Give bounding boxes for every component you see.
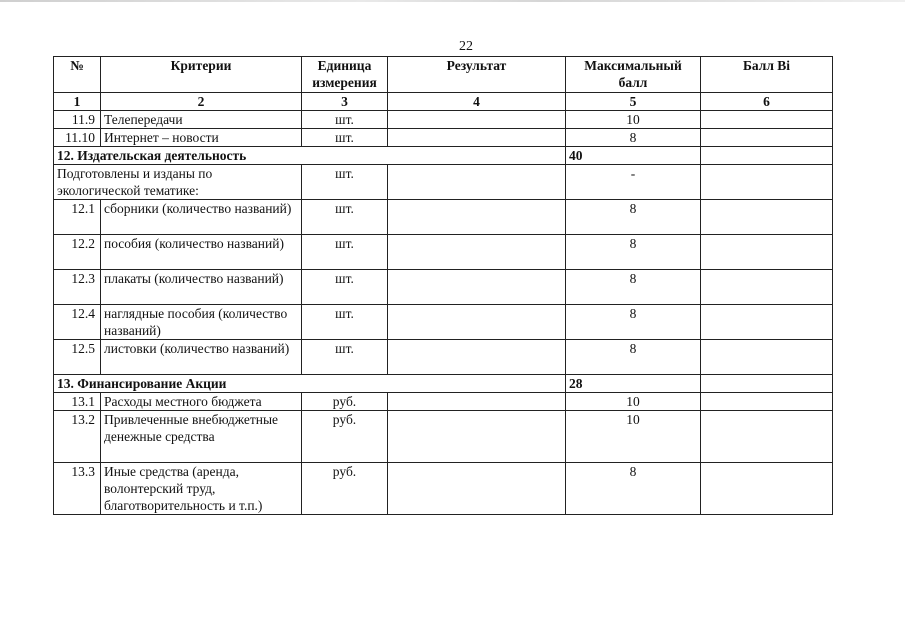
row-criterion: сборники (количество названий)	[101, 200, 302, 235]
row-max-score: 8	[566, 270, 701, 305]
row-unit: руб.	[302, 463, 388, 515]
row-result	[388, 200, 566, 235]
column-number: 4	[388, 93, 566, 111]
row-criterion: Иные средства (аренда, волонтерский труд, благотворительность и т.п.)	[101, 463, 302, 515]
table-row	[54, 340, 833, 375]
row-unit: шт.	[302, 270, 388, 305]
row-unit: шт.	[302, 200, 388, 235]
row-max-score: 8	[566, 463, 701, 515]
row-max-score: 8	[566, 129, 701, 147]
table-row	[54, 111, 833, 129]
table-row	[54, 411, 833, 463]
header-row	[54, 57, 833, 93]
row-score-bi	[701, 375, 833, 393]
row-result	[388, 411, 566, 463]
header-criteria: Критерии	[101, 57, 302, 93]
row-unit: руб.	[302, 393, 388, 411]
row-number: 13.1	[54, 393, 101, 411]
row-result	[388, 111, 566, 129]
row-criterion: Телепередачи	[101, 111, 302, 129]
row-score-bi	[701, 393, 833, 411]
row-score-bi	[701, 111, 833, 129]
column-number: 6	[701, 93, 833, 111]
section-row	[54, 147, 833, 165]
table-row	[54, 200, 833, 235]
header-unit: Единица измерения	[302, 57, 388, 93]
row-criterion: плакаты (количество названий)	[101, 270, 302, 305]
header-max-score: Максимальный балл	[566, 57, 701, 93]
table-row	[54, 165, 833, 200]
page-number: 22	[459, 39, 473, 54]
section-row	[54, 375, 833, 393]
row-number: 12.5	[54, 340, 101, 375]
row-intro: Подготовлены и изданы по экологической тематике:	[54, 165, 302, 200]
row-score-bi	[701, 147, 833, 165]
row-score-bi	[701, 235, 833, 270]
column-number: 5	[566, 93, 701, 111]
section-title: 12. Издательская деятельность	[54, 147, 566, 165]
scan-edge	[0, 0, 905, 2]
row-max-score: 8	[566, 340, 701, 375]
column-number: 3	[302, 93, 388, 111]
row-unit: руб.	[302, 411, 388, 463]
header-score-bi: Балл Bi	[701, 57, 833, 93]
row-number: 13.3	[54, 463, 101, 515]
row-result	[388, 165, 566, 200]
row-unit: шт.	[302, 235, 388, 270]
table-row	[54, 393, 833, 411]
row-score-bi	[701, 305, 833, 340]
row-criterion: наглядные пособия (количество названий)	[101, 305, 302, 340]
table-row	[54, 235, 833, 270]
row-criterion: листовки (количество названий)	[101, 340, 302, 375]
row-number: 12.3	[54, 270, 101, 305]
row-max-score: 10	[566, 393, 701, 411]
row-criterion: Привлеченные внебюджетные денежные средства	[101, 411, 302, 463]
row-number: 13.2	[54, 411, 101, 463]
table-row	[54, 129, 833, 147]
row-result	[388, 340, 566, 375]
column-number: 2	[101, 93, 302, 111]
row-number: 11.10	[54, 129, 101, 147]
row-score-bi	[701, 270, 833, 305]
row-criterion: пособия (количество названий)	[101, 235, 302, 270]
row-unit: шт.	[302, 111, 388, 129]
row-result	[388, 393, 566, 411]
row-score-bi	[701, 463, 833, 515]
row-max-score: 10	[566, 411, 701, 463]
row-number: 11.9	[54, 111, 101, 129]
table-row	[54, 270, 833, 305]
row-score-bi	[701, 165, 833, 200]
row-number: 12.1	[54, 200, 101, 235]
row-score-bi	[701, 200, 833, 235]
row-criterion: Интернет – новости	[101, 129, 302, 147]
row-score-bi	[701, 129, 833, 147]
section-max-score: 40	[566, 147, 701, 165]
header-number: №	[54, 57, 101, 93]
section-title: 13. Финансирование Акции	[54, 375, 566, 393]
row-result	[388, 235, 566, 270]
table-row	[54, 463, 833, 515]
row-result	[388, 129, 566, 147]
row-max-score: 8	[566, 235, 701, 270]
row-max-score: -	[566, 165, 701, 200]
row-result	[388, 463, 566, 515]
row-max-score: 10	[566, 111, 701, 129]
row-unit: шт.	[302, 340, 388, 375]
row-unit: шт.	[302, 165, 388, 200]
criteria-table	[53, 56, 833, 515]
column-number-row	[54, 93, 833, 111]
table-row	[54, 305, 833, 340]
row-unit: шт.	[302, 305, 388, 340]
row-criterion: Расходы местного бюджета	[101, 393, 302, 411]
section-max-score: 28	[566, 375, 701, 393]
row-max-score: 8	[566, 200, 701, 235]
row-number: 12.4	[54, 305, 101, 340]
row-score-bi	[701, 340, 833, 375]
row-number: 12.2	[54, 235, 101, 270]
row-score-bi	[701, 411, 833, 463]
column-number: 1	[54, 93, 101, 111]
row-unit: шт.	[302, 129, 388, 147]
row-result	[388, 270, 566, 305]
row-result	[388, 305, 566, 340]
header-result: Результат	[388, 57, 566, 93]
row-max-score: 8	[566, 305, 701, 340]
